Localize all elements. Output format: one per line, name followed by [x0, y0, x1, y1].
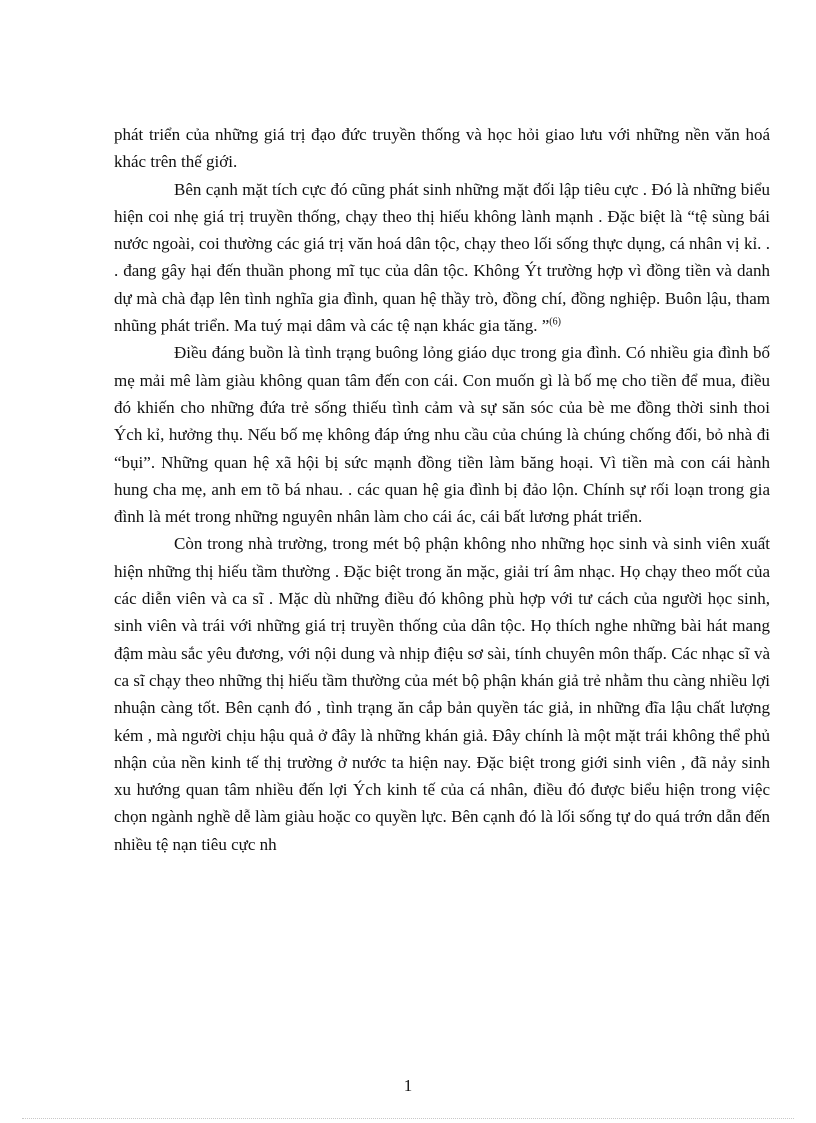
page-bottom-border	[22, 1118, 794, 1119]
paragraph	[114, 530, 770, 858]
body-text	[114, 121, 770, 858]
footnote-reference: (6)	[549, 316, 561, 328]
paragraph-text: Còn trong nhà trường, trong mét bộ phận không nho những học sinh và sinh viên xuất hiện những thị hiếu tầm thường . Đặc biệt trong ăn mặc, giải trí âm nhạc. Họ chạy theo mốt của các diễn viên và ca sĩ . Mặc dù những điều đó không phù hợp với tư cách của người học sinh, sinh viên và trái với những giá trị truyền thống của dân tộc. Họ thích nghe những bài hát mang đậm màu sắc yêu đương, với nội dung và nhịp điệu sơ sài, tính chuyên môn thấp. Các nhạc sĩ và ca sĩ chạy theo những thị hiếu tầm thường của mét bộ phận khán giả trẻ nhằm thu càng nhiều lợi nhuận càng tốt. Bên cạnh đó , tình trạng ăn cắp bản quyền tác giả, in những đĩa lậu chất lượng kém , mà người chịu hậu quả ở đây là những khán giả. Đây chính là một mặt trái không thể phủ nhận của nền kinh tế thị trường ở nước ta hiện nay. Đặc biệt trong giới sinh viên , đã nảy sinh xu hướng quan tâm nhiều đến lợi Ých kinh tế của cá nhân, điều đó được biểu hiện trong việc chọn ngành nghề dễ làm giàu hoặc co quyền lực. Bên cạnh đó là lối sống tự do quá trớn dẫn đến nhiều tệ nạn tiêu cực nh	[114, 534, 770, 854]
paragraph-text: phát triển của những giá trị đạo đức truyền thống và học hỏi giao lưu với những nền văn hoá khác trên thế giới.	[114, 125, 770, 172]
paragraph	[114, 339, 770, 530]
paragraph-continued	[114, 121, 770, 176]
paragraph-text: Bên cạnh mặt tích cực đó cũng phát sinh những mặt đối lập tiêu cực . Đó là những biểu hiện coi nhẹ giá trị truyền thống, chạy theo thị hiếu không lành mạnh . Đặc biệt là “tệ sùng bái nước ngoài, coi thường các giá trị văn hoá dân tộc, chạy theo lối sống thực dụng, cá nhân vị kỉ. . . đang gây hại đến thuần phong mĩ tục của dân tộc. Không Ýt trường hợp vì đồng tiền và danh dự mà chà đạp lên tình nghĩa gia đình, quan hệ thầy trò, đồng chí, đồng nghiệp. Buôn lậu, tham nhũng phát triển. Ma tuý mại dâm và các tệ nạn khác gia tăng. ”	[114, 179, 770, 336]
paragraph	[114, 176, 770, 340]
paragraph-text: Điều đáng buồn là tình trạng buông lỏng giáo dục trong gia đình. Có nhiều gia đình bố mẹ mải mê làm giàu không quan tâm đến con cái. Con muốn gì là bố mẹ cho tiền để mua, điều đó khiến cho những đứa trẻ sống thiếu tình cảm và sự săn sóc của bè me đồng thời sinh thoi Ých kỉ, hưởng thụ. Nếu bố mẹ không đáp ứng nhu cầu của chúng là chúng chống đối, bỏ nhà đi “bụi”. Những quan hệ xã hội bị sức mạnh đồng tiền làm băng hoại. Vì tiền mà con cái hành hung cha mẹ, anh em tõ bá nhau. . các quan hệ gia đình bị đảo lộn. Chính sự rối loạn trong gia đình là mét trong những nguyên nhân làm cho cái ác, cái bất lương phát triển.	[114, 343, 770, 527]
page-number: 1	[403, 1076, 413, 1095]
